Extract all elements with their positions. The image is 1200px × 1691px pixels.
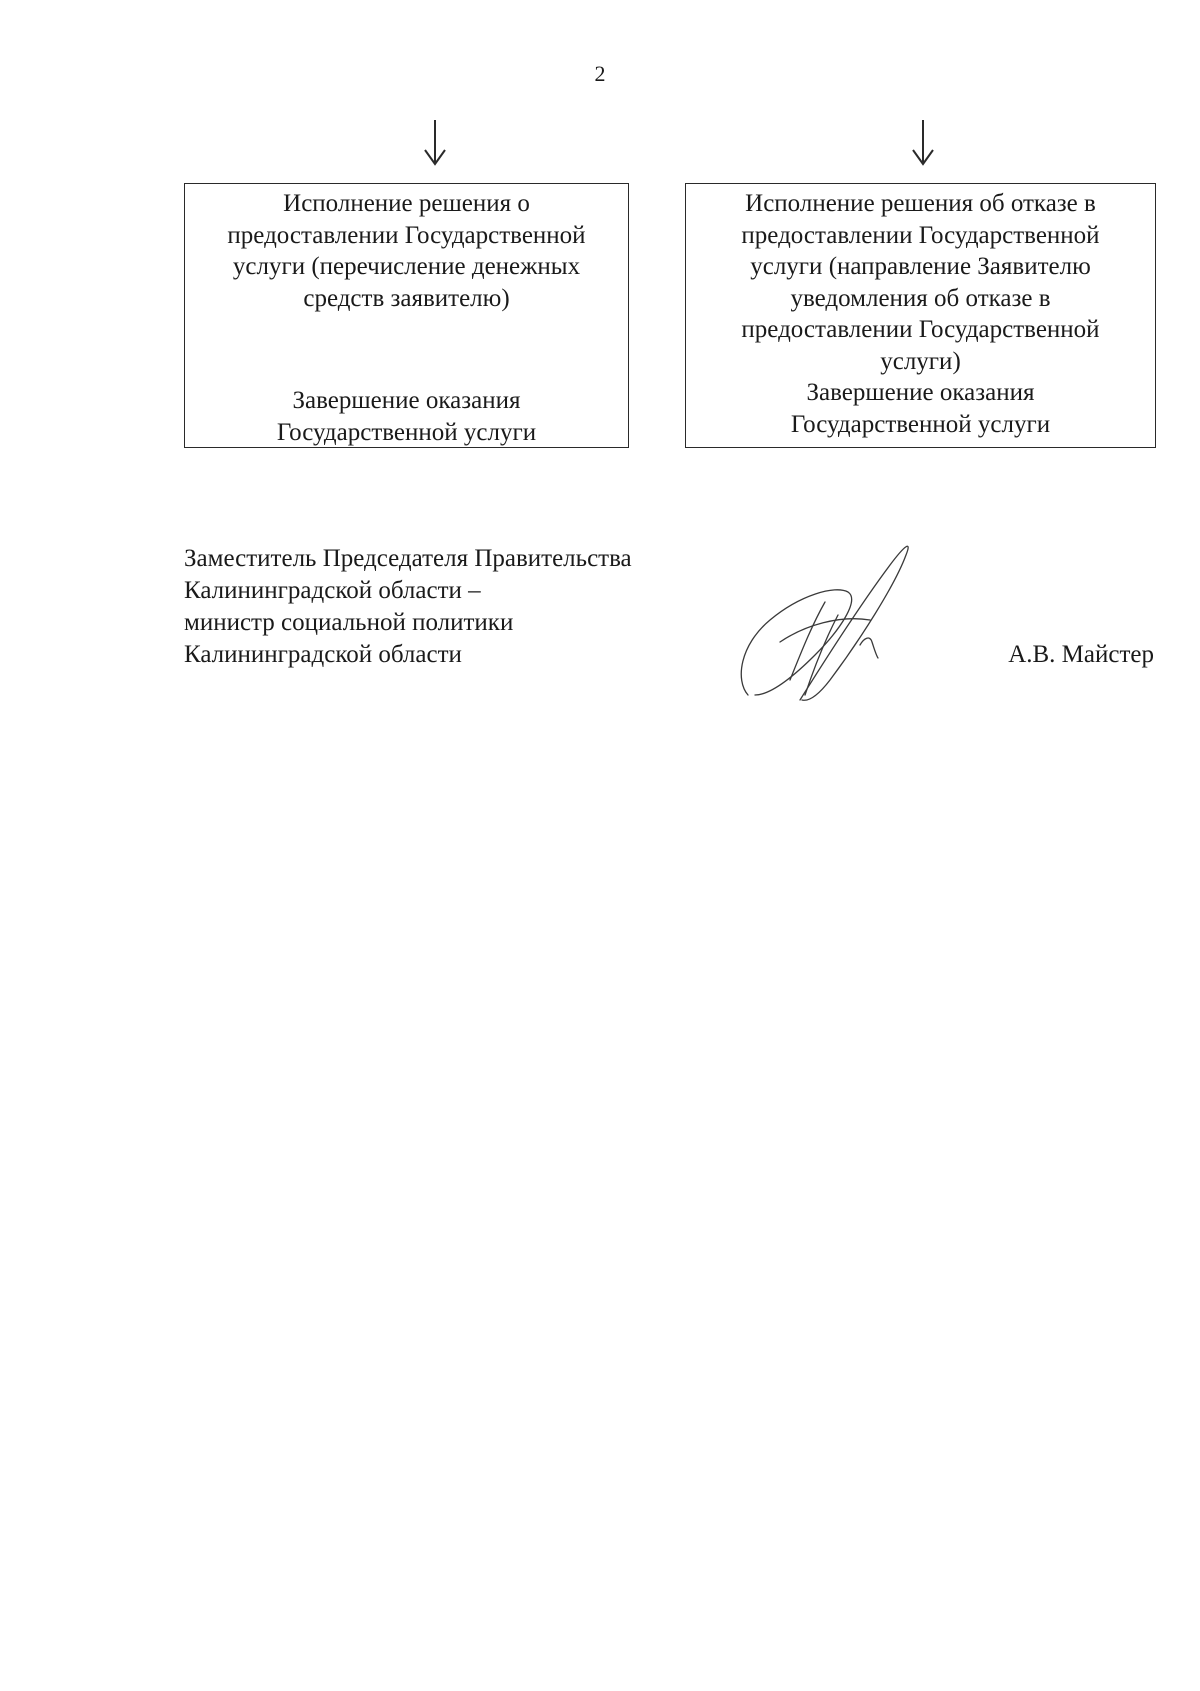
box-text-line: Государственной услуги bbox=[790, 410, 1051, 438]
box-text-line: услуги) bbox=[880, 347, 961, 375]
box-text-line: предоставлении Государственной bbox=[227, 221, 586, 249]
signer-name: А.В. Майстер bbox=[1008, 641, 1154, 668]
box-text-line: Исполнение решения об отказе в bbox=[745, 190, 1096, 217]
box-text-line: Завершение оказания bbox=[292, 387, 521, 414]
position-line: министр социальной политики bbox=[184, 609, 514, 636]
down-arrow-icon bbox=[908, 118, 938, 168]
flowchart-box-refusal-decision bbox=[685, 183, 1156, 448]
position-line: Калининградской области bbox=[184, 641, 462, 668]
box-text-line: Государственной услуги bbox=[276, 418, 537, 446]
flowchart-box-grant-decision bbox=[184, 183, 629, 448]
box-text-line: уведомления об отказе в bbox=[790, 284, 1051, 312]
box-text-line: услуги (направление Заявителю bbox=[750, 253, 1091, 280]
box-text-line: услуги (перечисление денежных bbox=[232, 253, 581, 280]
position-line: Калининградской области – bbox=[184, 577, 481, 604]
page-number: 2 bbox=[594, 61, 606, 86]
box-text-line: предоставлении Государственной bbox=[741, 316, 1100, 343]
handwritten-signature bbox=[730, 530, 915, 705]
box-completion-text bbox=[185, 385, 628, 448]
box-text-line: Исполнение решения о bbox=[283, 190, 530, 217]
box-text-line: средств заявителю) bbox=[303, 284, 510, 312]
down-arrow-icon bbox=[420, 118, 450, 168]
signatory-position bbox=[184, 543, 632, 671]
box-text-line: Завершение оказания bbox=[806, 379, 1035, 406]
box-text-line: предоставлении Государственной bbox=[741, 221, 1100, 249]
position-line: Заместитель Председателя Правительства bbox=[184, 545, 632, 572]
